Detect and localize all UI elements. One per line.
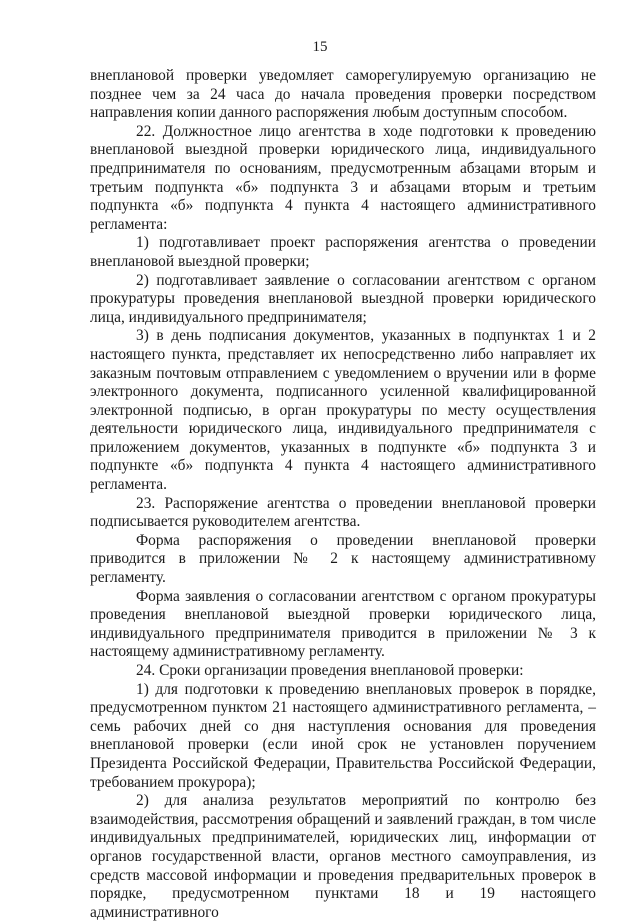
paragraph-term-1: 1) для подготовки к проведению внеплановых проверок в порядке, предусмотренном пунктом 21 настоящего административного регламента, – семь рабочих дней со дня наступления основания для проведения внеплановой проверки (если иной срок не установлен поручением Президента Российской Федерации, Правительства Российской Федерации, требованием прокурора); bbox=[90, 680, 596, 791]
paragraph-form-order: Форма распоряжения о проведении внеплановой проверки приводится в приложении № 2 к настоящему административному регламенту. bbox=[90, 531, 596, 587]
paragraph-item-24: 24. Сроки организации проведения внеплановой проверки: bbox=[136, 662, 524, 679]
paragraph-subitem-3: 3) в день подписания документов, указанных в подпунктах 1 и 2 настоящего пункта, представляет их непосредственно либо направляет их заказным почтовым отправлением с уведомлением о вручении или в форме электронного документа, подписанного усиленной квалифицированной электронной подписью, в орган прокуратуры по месту осуществления деятельности юридического лица, индивидуального предпринимателя с приложением документов, указанных в подпункте «б» подпункта 3 и подпункте «б» подпункта 4 пункта 4 настоящего административного регламента. bbox=[90, 327, 596, 494]
paragraph-continuation: внеплановой проверки уведомляет саморегулируемую организацию не позднее чем за 24 часа до начала проведения проверки посредством направления копии данного распоряжения любым доступным способом. bbox=[90, 67, 596, 122]
paragraph-form-application: Форма заявления о согласовании агентством с органом прокуратуры проведения внеплановой выездной проверки юридического лица, индивидуального предпринимателя приводится в приложении № 3 к настоящему административному регламенту. bbox=[90, 587, 596, 661]
paragraph-item-22: 22. Должностное лицо агентства в ходе подготовки к проведению внеплановой выездной проверки юридического лица, индивидуального предпринимателя по основаниям, предусмотренным абзацами вторым и третьим подпункта «б» подпункта 3 и абзацами вторым и третьим подпункта «б» подпункта 4 пункта 4 настоящего административного регламента: bbox=[90, 122, 596, 233]
page-number: 15 bbox=[312, 39, 328, 55]
paragraph-subitem-2: 2) подготавливает заявление о согласовании агентством с органом прокуратуры проведения внеплановой выездной проверки юридического лица, индивидуального предпринимателя; bbox=[90, 271, 596, 326]
document-body bbox=[90, 67, 596, 922]
paragraph-term-2: 2) для анализа результатов мероприятий по контролю без взаимодействия, рассмотрения обращений и заявлений граждан, в том числе индивидуальных предпринимателей, юридических лиц, информации от органов государственной власти, органов местного самоуправления, из средств массовой информации и проведения предварительных проверок в порядке, предусмотренном пунктами 18 и 19 настоящего административного bbox=[90, 792, 596, 921]
paragraph-item-23: 23. Распоряжение агентства о проведении внеплановой проверки подписывается руководителем агентства. bbox=[90, 494, 596, 531]
paragraph-subitem-1: 1) подготавливает проект распоряжения агентства о проведении внеплановой выездной проверки; bbox=[90, 234, 596, 270]
